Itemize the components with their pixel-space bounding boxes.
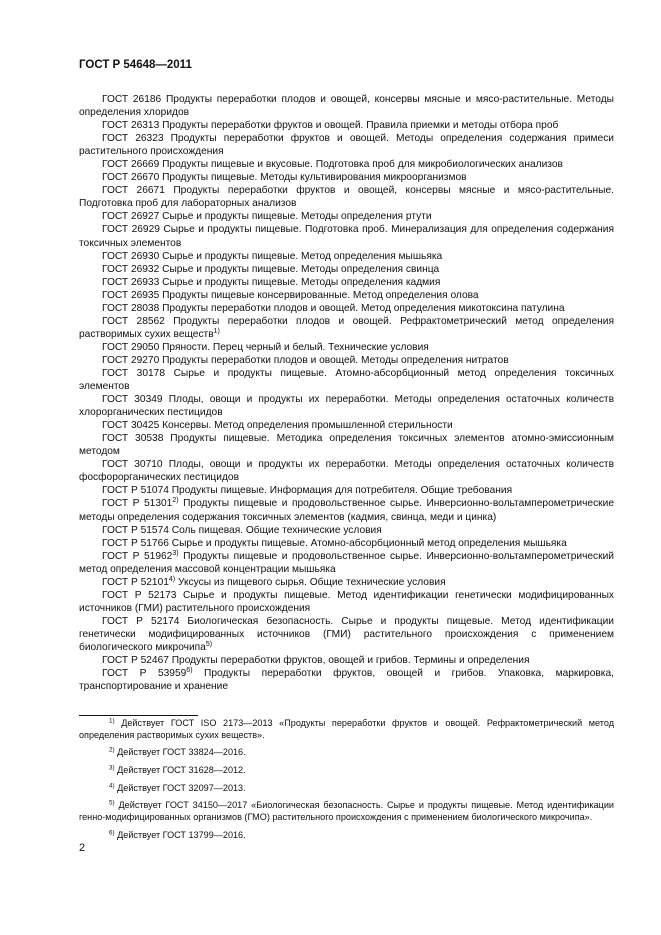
footnote: [79, 765, 614, 777]
footnote-text: Действует ГОСТ ISO 2173—2013 «Продукты переработки фруктов и овощей. Рефрактометрический метод определения растворимых сухих веществ».: [79, 718, 614, 740]
reference-text: ГОСТ 30425 Консервы. Метод определения промышленной стерильности: [102, 420, 453, 432]
footnote-ref: 4): [168, 575, 176, 583]
reference-entry: [79, 263, 614, 276]
reference-text: ГОСТ 29270 Продукты переработки плодов и овощей. Методы определения нитратов: [102, 354, 509, 366]
reference-text: ГОСТ 26935 Продукты пищевые консервированные. Метод определения олова: [102, 289, 479, 301]
reference-entry: [79, 171, 614, 184]
reference-text: ГОСТ 26669 Продукты пищевые и вкусовые. Подготовка проб для микробиологических анализов: [102, 159, 563, 171]
footnote-ref: 2): [172, 497, 179, 505]
reference-text: ГОСТ 28038 Продукты переработки плодов и овощей. Метод определения микотоксина патулина: [102, 302, 565, 314]
reference-entry: [79, 524, 614, 537]
reference-entry: [79, 550, 614, 576]
footnote-text: Действует ГОСТ 31628—2012.: [114, 764, 246, 775]
reference-entry: [79, 393, 614, 419]
reference-entry: [79, 315, 614, 341]
reference-text: ГОСТ Р 53959: [102, 668, 187, 680]
footnote-text: Действует ГОСТ 32097—2013.: [114, 782, 246, 793]
reference-entry: [79, 419, 614, 432]
reference-text: ГОСТ 28562 Продукты переработки плодов и овощей. Рефрактометрический метод определения растворимых сухих веществ: [79, 315, 614, 340]
footnote-text: Действует ГОСТ 34150—2017 «Биологическая безопасность. Сырье и продукты пищевые. Метод идентификации генно-модифицированных организмов (ГМО) растительного происхождения с применением биологического микрочипа».: [79, 800, 614, 822]
reference-entry: [79, 210, 614, 223]
reference-text: ГОСТ Р 52467 Продукты переработки фруктов, овощей и грибов. Термины и определения: [102, 655, 530, 667]
footnote-mark: 5): [109, 799, 115, 807]
reference-text: Уксусы из пищевого сырья. Общие технические условия: [175, 576, 446, 588]
footnote: [79, 800, 614, 824]
reference-text: ГОСТ 26930 Сырье и продукты пищевые. Метод определения мышьяка: [102, 250, 443, 262]
reference-text: ГОСТ Р 51074 Продукты пищевые. Информация для потребителя. Общие требования: [102, 485, 513, 497]
reference-text: ГОСТ 26927 Сырье и продукты пищевые. Методы определения ртути: [102, 211, 432, 223]
references-list: [79, 93, 614, 693]
reference-text: ГОСТ Р 51301: [102, 498, 173, 510]
reference-entry: [79, 276, 614, 289]
reference-text: Продукты переработки фруктов, овощей и грибов. Упаковка, маркировка, транспортирование и хранение: [79, 668, 614, 693]
reference-entry: [79, 302, 614, 315]
footnote-mark: 2): [109, 746, 115, 754]
footnote: [79, 718, 614, 742]
footnote-mark: 6): [109, 829, 115, 837]
reference-entry: [79, 223, 614, 249]
reference-entry: [79, 132, 614, 158]
reference-entry: [79, 289, 614, 302]
reference-text: Продукты пищевые и продовольственное сырье. Инверсионно-вольтамперометрические методы определения содержания токсичных элементов (кадмия, свинца, меди и цинка): [79, 498, 614, 523]
reference-entry: [79, 158, 614, 171]
reference-entry: [79, 93, 614, 119]
footnote: [79, 747, 614, 759]
reference-entry: [79, 484, 614, 497]
page-header: ГОСТ Р 54648—2011: [79, 59, 192, 71]
reference-entry: [79, 367, 614, 393]
reference-text: Продукты пищевые и продовольственное сырье. Инверсионно-вольтамперометрический метод определения массовой концентрации мышьяка: [79, 550, 614, 575]
reference-text: ГОСТ 26933 Сырье и продукты пищевые. Методы определения кадмия: [102, 276, 441, 288]
reference-entry: [79, 458, 614, 484]
reference-text: ГОСТ 26670 Продукты пищевые. Методы культивирования микроорганизмов: [102, 172, 467, 184]
reference-entry: [79, 667, 614, 693]
footnote-ref: 5): [205, 640, 213, 648]
reference-entry: [79, 432, 614, 458]
reference-text: ГОСТ 26186 Продукты переработки плодов и овощей, консервы мясные и мясо-растительные. Методы определения хлоридов: [79, 94, 614, 119]
reference-entry: [79, 184, 614, 210]
footnote-mark: 1): [109, 717, 115, 725]
reference-text: ГОСТ 29050 Пряности. Перец черный и белый. Технические условия: [102, 341, 429, 353]
footnote-text: Действует ГОСТ 33824—2016.: [114, 747, 246, 758]
reference-text: ГОСТ Р 51766 Сырье и продукты пищевые. Атомно-абсорбционный метод определения мышьяка: [102, 537, 567, 549]
footnote-ref: 6): [186, 667, 193, 675]
footnote: [79, 830, 614, 842]
reference-entry: [79, 250, 614, 263]
reference-entry: [79, 497, 614, 523]
reference-entry: [79, 654, 614, 667]
reference-text: ГОСТ 26313 Продукты переработки фруктов и овощей. Правила приемки и методы отбора проб: [102, 120, 559, 132]
page-number: 2: [79, 842, 86, 854]
reference-entry: [79, 119, 614, 132]
reference-text: ГОСТ 26932 Сырье и продукты пищевые. Методы определения свинца: [102, 263, 440, 275]
reference-text: ГОСТ 26671 Продукты переработки фруктов и овощей, консервы мясные и мясо-растительные. Подготовка проб для лабораторных анализов: [79, 185, 614, 210]
reference-text: ГОСТ Р 52173 Сырье и продукты пищевые. Метод идентификации генетически модифицированных источников (ГМИ) растительного происхождения: [79, 589, 614, 614]
reference-entry: [79, 615, 614, 654]
footnote-mark: 4): [109, 782, 115, 790]
footnote-ref: 1): [213, 327, 220, 335]
reference-text: ГОСТ 30710 Плоды, овощи и продукты их переработки. Методы определения остаточных количеств фосфорорганических пестицидов: [79, 459, 614, 484]
reference-entry: [79, 537, 614, 550]
reference-entry: [79, 576, 614, 589]
reference-text: ГОСТ 26323 Продукты переработки фруктов и овощей. Методы определения содержания примеси растительного происхождения: [79, 133, 614, 158]
reference-text: ГОСТ Р 52101: [102, 576, 169, 588]
footnote-ref: 3): [172, 549, 179, 557]
reference-text: ГОСТ 26929 Сырье и продукты пищевые. Подготовка проб. Минерализация для определения содержания токсичных элементов: [79, 224, 614, 249]
reference-entry: [79, 354, 614, 367]
reference-entry: [79, 589, 614, 615]
reference-text: ГОСТ Р 51962: [102, 550, 173, 562]
footnotes: [79, 718, 614, 847]
footnote-mark: 3): [109, 764, 115, 772]
reference-text: ГОСТ Р 51574 Соль пищевая. Общие технические условия: [102, 524, 382, 536]
reference-text: ГОСТ 30178 Сырье и продукты пищевые. Атомно-абсорбционный метод определения токсичных элементов: [79, 367, 614, 393]
footnote-divider: [79, 715, 198, 716]
reference-text: ГОСТ 30349 Плоды, овощи и продукты их переработки. Методы определения остаточных количеств хлорорганических пестицидов: [79, 394, 614, 419]
reference-text: ГОСТ 30538 Продукты пищевые. Методика определения токсичных элементов атомно-эмиссионным методом: [79, 433, 614, 458]
footnote: [79, 783, 614, 795]
reference-text: ГОСТ Р 52174 Биологическая безопасность. Сырье и продукты пищевые. Метод идентификации генетически модифицированных источников (ГМИ) растительного происхождения с применением биологического микрочипа: [79, 615, 614, 653]
reference-entry: [79, 341, 614, 354]
footnote-text: Действует ГОСТ 13799—2016.: [114, 829, 246, 840]
